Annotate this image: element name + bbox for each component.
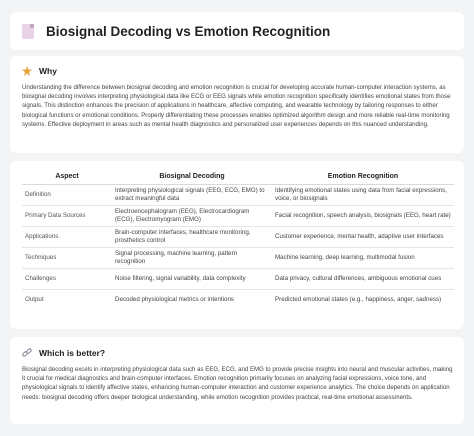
- header-biosignal: Biosignal Decoding: [112, 169, 272, 184]
- page-title: Biosignal Decoding vs Emotion Recognition: [46, 23, 331, 39]
- comparison-table: [22, 169, 454, 310]
- aspect-cell: Techniques: [22, 247, 112, 268]
- emotion-cell: Identifying emotional states using data from facial expressions, voice, or biosignals: [272, 184, 454, 205]
- aspect-cell: Challenges: [22, 268, 112, 289]
- table-row: [22, 226, 454, 247]
- star-icon: [22, 66, 32, 76]
- biosignal-cell: Decoded physiological metrics or intentions: [115, 295, 234, 303]
- emotion-cell: Customer experience, mental health, adaptive user interfaces: [272, 226, 454, 247]
- table-row: [22, 247, 454, 268]
- table-header-row: [22, 169, 454, 184]
- document-icon: [22, 24, 34, 39]
- better-header: [22, 346, 105, 360]
- aspect-cell: Applications: [22, 226, 112, 247]
- biosignal-cell: Electroencephalogram (EEG), Electrocardiogram (ECG), Electromyogram (EMG): [112, 205, 272, 226]
- aspect-cell: Definition: [22, 184, 112, 205]
- why-text: Understanding the difference between biosignal decoding and emotion recognition is crucial for developing accurate human-computer interaction systems, as biosignal decoding involves interpreting physiological data like ECG or EEG signals while emotion recognition specifically identifies emotional states from those signals. This distinction enhances the precision of applications in healthcare, affective computing, and wearable technology by tailoring responses to either biological functions or emotional conditions. Properly differentiating these processes enables optimized algorithm design and more reliable real-time monitoring systems. Effective deployment in areas such as mental health diagnostics and personalized user experiences depends on this nuanced understanding.: [22, 84, 451, 128]
- comparison-card: [10, 161, 464, 329]
- why-heading: Why: [39, 66, 57, 76]
- emotion-cell: Predicted emotional states (e.g., happiness, anger, sadness): [275, 295, 442, 303]
- biosignal-cell: Interpreting physiological signals (EEG, ECG, EMG) to extract meaningful data: [112, 184, 272, 205]
- better-heading: Which is better?: [39, 348, 106, 358]
- table-row: [22, 205, 454, 226]
- title-bar: [10, 12, 464, 50]
- better-text: Biosignal decoding excels in interpreting physiological data such as EEG, ECG, and EMG to provide precise insights into neural and muscular activities, making it crucial for medical diagnostics and brain-computer interfaces. Emotion recognition primarily focuses on analyzing facial expressions, voice tone, and physiological signals to identify affective states, enhancing human-computer interaction and customer experience analytics. The choice depends on application needs: biosignal decoding offers deeper biological understanding, while emotion recognition provides practical, real-time emotional assessments.: [22, 366, 453, 401]
- aspect-cell: Primary Data Sources: [22, 205, 112, 226]
- table-row: [22, 289, 454, 310]
- aspect-cell: Output: [25, 295, 44, 303]
- better-card: [10, 337, 464, 424]
- emotion-cell: Facial recognition, speech analysis, biosignals (EEG, heart rate): [272, 205, 454, 226]
- emotion-cell: Data privacy, cultural differences, ambiguous emotional cues: [272, 268, 454, 289]
- table-row: [22, 268, 454, 289]
- biosignal-cell: Noise filtering, signal variability, data complexity: [112, 268, 272, 289]
- header-emotion: Emotion Recognition: [272, 169, 454, 184]
- link-icon: [22, 348, 32, 358]
- biosignal-cell: Brain-computer interfaces, healthcare monitoring, prosthetics control: [112, 226, 272, 247]
- emotion-cell: Machine learning, deep learning, multimodal fusion: [272, 247, 454, 268]
- header-aspect: Aspect: [22, 169, 112, 184]
- why-card: [10, 56, 464, 153]
- why-header: [22, 64, 57, 78]
- table-row: [22, 184, 454, 205]
- biosignal-cell: Signal processing, machine learning, pattern recognition: [112, 247, 272, 268]
